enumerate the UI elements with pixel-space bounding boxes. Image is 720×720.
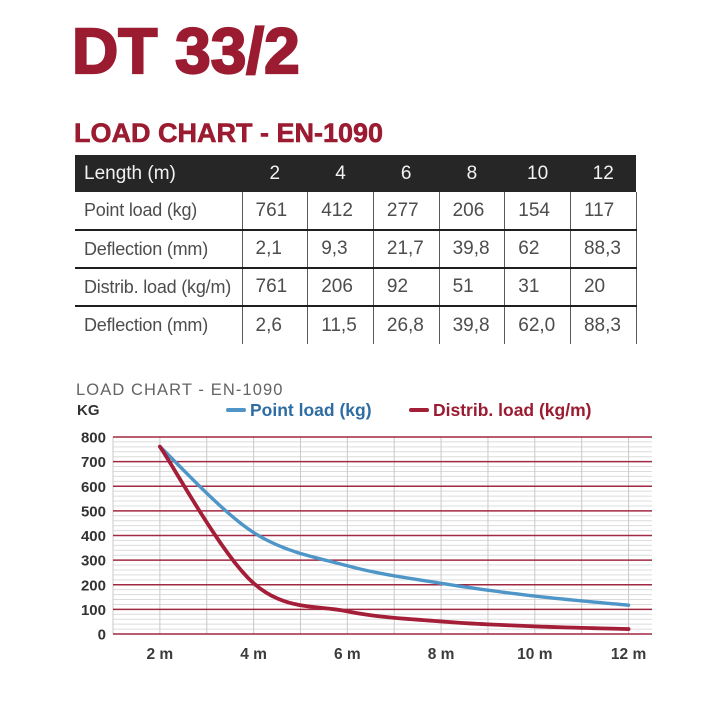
- chart-title: LOAD CHART - EN-1090: [76, 381, 284, 399]
- table-cell: 39,8: [439, 230, 505, 268]
- x-tick-label: 4 m: [240, 646, 267, 663]
- table-cell: 62: [505, 230, 571, 268]
- y-tick-label: 100: [80, 601, 106, 619]
- y-tick-label: 200: [80, 577, 106, 595]
- table-cell: 31: [505, 268, 571, 306]
- load-table: [75, 155, 637, 344]
- table-cell: 92: [373, 268, 439, 306]
- row-label: Distrib. load (kg/m): [75, 268, 242, 306]
- legend-item-distrib-load: [409, 400, 591, 421]
- column-header-6m: 6: [373, 155, 439, 192]
- load-chart-canvas: [75, 428, 675, 673]
- table-cell: 39,8: [439, 306, 505, 344]
- y-tick-label: 600: [80, 478, 106, 496]
- y-tick-label: 700: [80, 454, 106, 472]
- table-cell: 761: [242, 192, 308, 230]
- table-cell: 62,0: [505, 306, 571, 344]
- row-label: Deflection (mm): [75, 230, 242, 268]
- column-header-12m: 12: [570, 155, 636, 192]
- x-tick-label: 10 m: [517, 646, 553, 663]
- column-header-length: Length (m): [75, 155, 242, 192]
- table-row-deflection-point: [75, 230, 636, 268]
- table-cell: 9,3: [308, 230, 374, 268]
- distrib-load-line-swatch-icon: [409, 408, 429, 412]
- x-tick-label: 12 m: [610, 646, 647, 663]
- table-cell: 761: [242, 268, 308, 306]
- table-cell: 21,7: [373, 230, 439, 268]
- row-label: Point load (kg): [75, 192, 242, 230]
- column-header-8m: 8: [439, 155, 505, 192]
- table-cell: 88,3: [570, 230, 636, 268]
- table-cell: 206: [439, 192, 505, 230]
- table-cell: 51: [439, 268, 505, 306]
- table-cell: 20: [570, 268, 636, 306]
- y-axis-unit-label: KG: [77, 402, 100, 419]
- legend-item-point-load: [226, 400, 372, 421]
- column-header-2m: 2: [242, 155, 308, 192]
- x-tick-label: 2 m: [146, 646, 174, 663]
- legend-label-point-load: Point load (kg): [250, 400, 372, 420]
- y-tick-label: 400: [80, 528, 106, 545]
- table-row-deflection-distrib: [75, 306, 636, 344]
- y-tick-label: 500: [80, 503, 106, 521]
- table-cell: 117: [570, 192, 636, 230]
- table-cell: 88,3: [570, 306, 636, 344]
- table-header-row: [75, 155, 636, 192]
- product-title: DT 33/2: [72, 15, 300, 87]
- table-cell: 412: [308, 192, 374, 230]
- point-load-line-swatch-icon: [226, 408, 246, 412]
- section-heading: LOAD CHART - EN-1090: [74, 118, 384, 148]
- x-tick-label: 6 m: [333, 646, 361, 663]
- y-tick-label: 300: [80, 552, 106, 570]
- column-header-4m: 4: [308, 155, 374, 192]
- legend-label-distrib-load: Distrib. load (kg/m): [433, 400, 592, 420]
- y-tick-label: 0: [97, 626, 106, 644]
- column-header-10m: 10: [505, 155, 571, 192]
- row-label: Deflection (mm): [75, 306, 242, 344]
- table-cell: 26,8: [373, 306, 439, 344]
- table-cell: 2,6: [242, 306, 308, 344]
- table-cell: 11,5: [308, 306, 374, 344]
- y-tick-label: 800: [80, 429, 106, 447]
- x-tick-label: 8 m: [427, 646, 455, 663]
- table-cell: 277: [373, 192, 439, 230]
- table-row-distrib-load: [75, 268, 636, 306]
- table-cell: 154: [505, 192, 571, 230]
- table-cell: 2,1: [242, 230, 308, 268]
- table-cell: 206: [308, 268, 374, 306]
- table-row-point-load: [75, 192, 636, 230]
